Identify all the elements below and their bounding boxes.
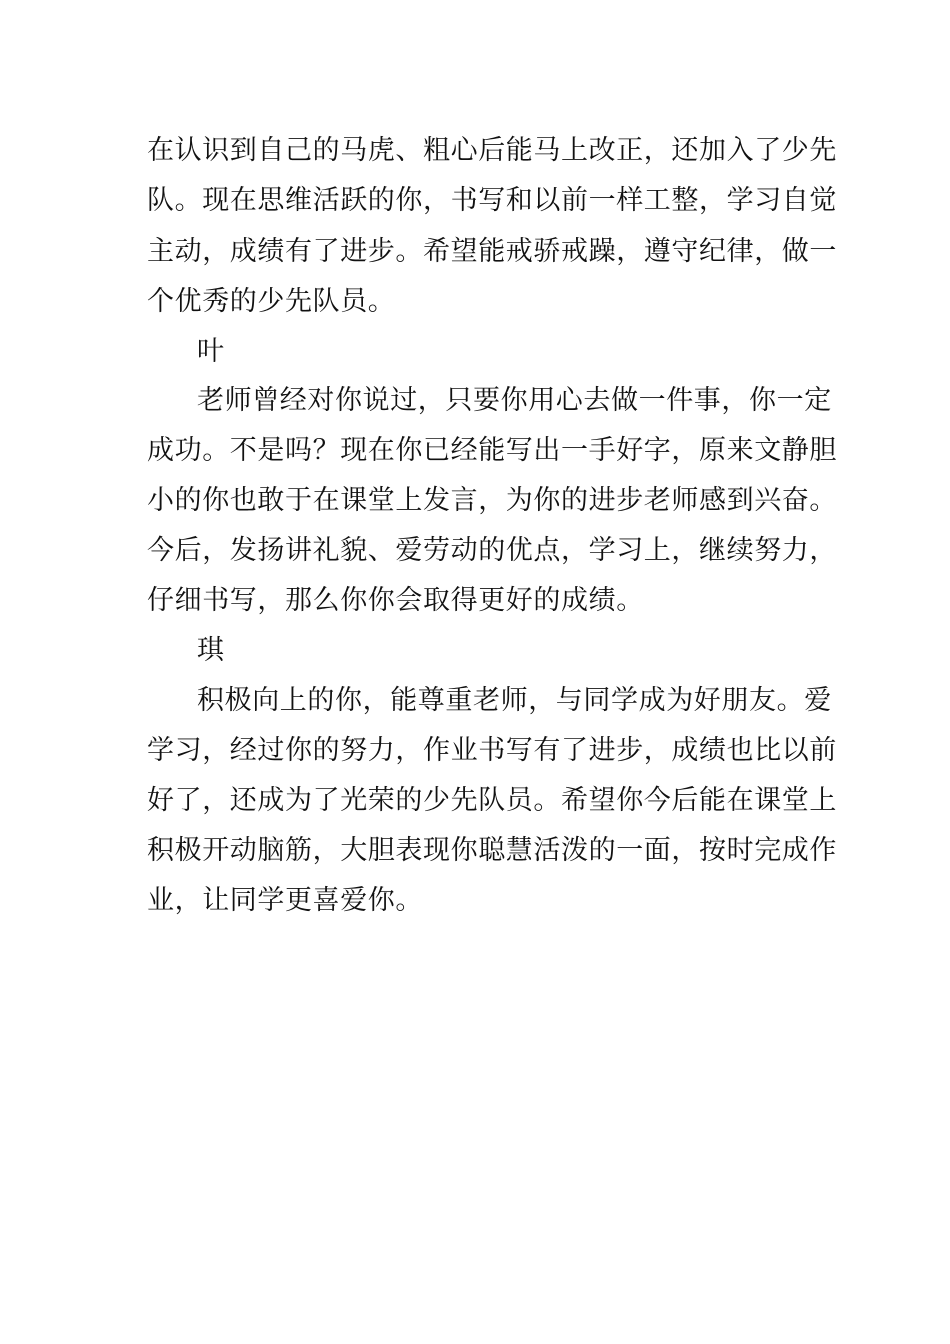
text-line: 今后，发扬讲礼貌、爱劳动的优点，学习上，继续努力， [147, 535, 837, 566]
text-line: 仔细书写，那么你你会取得更好的成绩。 [147, 585, 644, 616]
text-line: 学习，经过你的努力，作业书写有了进步，成绩也比以前 [147, 735, 837, 766]
text-line: 积极开动脑筋，大胆表现你聪慧活泼的一面，按时完成作 [147, 835, 837, 866]
text-line: 队。现在思维活跃的你，书写和以前一样工整，学习自觉 [147, 185, 837, 216]
text-line: 成功。不是吗？现在你已经能写出一手好字，原来文静胆 [147, 435, 837, 466]
text-line: 老师曾经对你说过，只要你用心去做一件事，你一定 [197, 385, 832, 416]
text-line: 业，让同学更喜爱你。 [147, 885, 423, 916]
student-name: 琪 [197, 635, 225, 666]
text-line: 个优秀的少先队员。 [147, 286, 396, 317]
text-line: 积极向上的你，能尊重老师，与同学成为好朋友。爱 [197, 685, 832, 716]
text-line: 好了，还成为了光荣的少先队员。希望你今后能在课堂上 [147, 785, 837, 816]
student-name: 叶 [197, 336, 225, 367]
text-line: 主动，成绩有了进步。希望能戒骄戒躁，遵守纪律，做一 [147, 236, 837, 267]
text-line: 在认识到自己的马虎、粗心后能马上改正，还加入了少先 [147, 135, 837, 166]
text-line: 小的你也敢于在课堂上发言，为你的进步老师感到兴奋。 [147, 485, 837, 516]
